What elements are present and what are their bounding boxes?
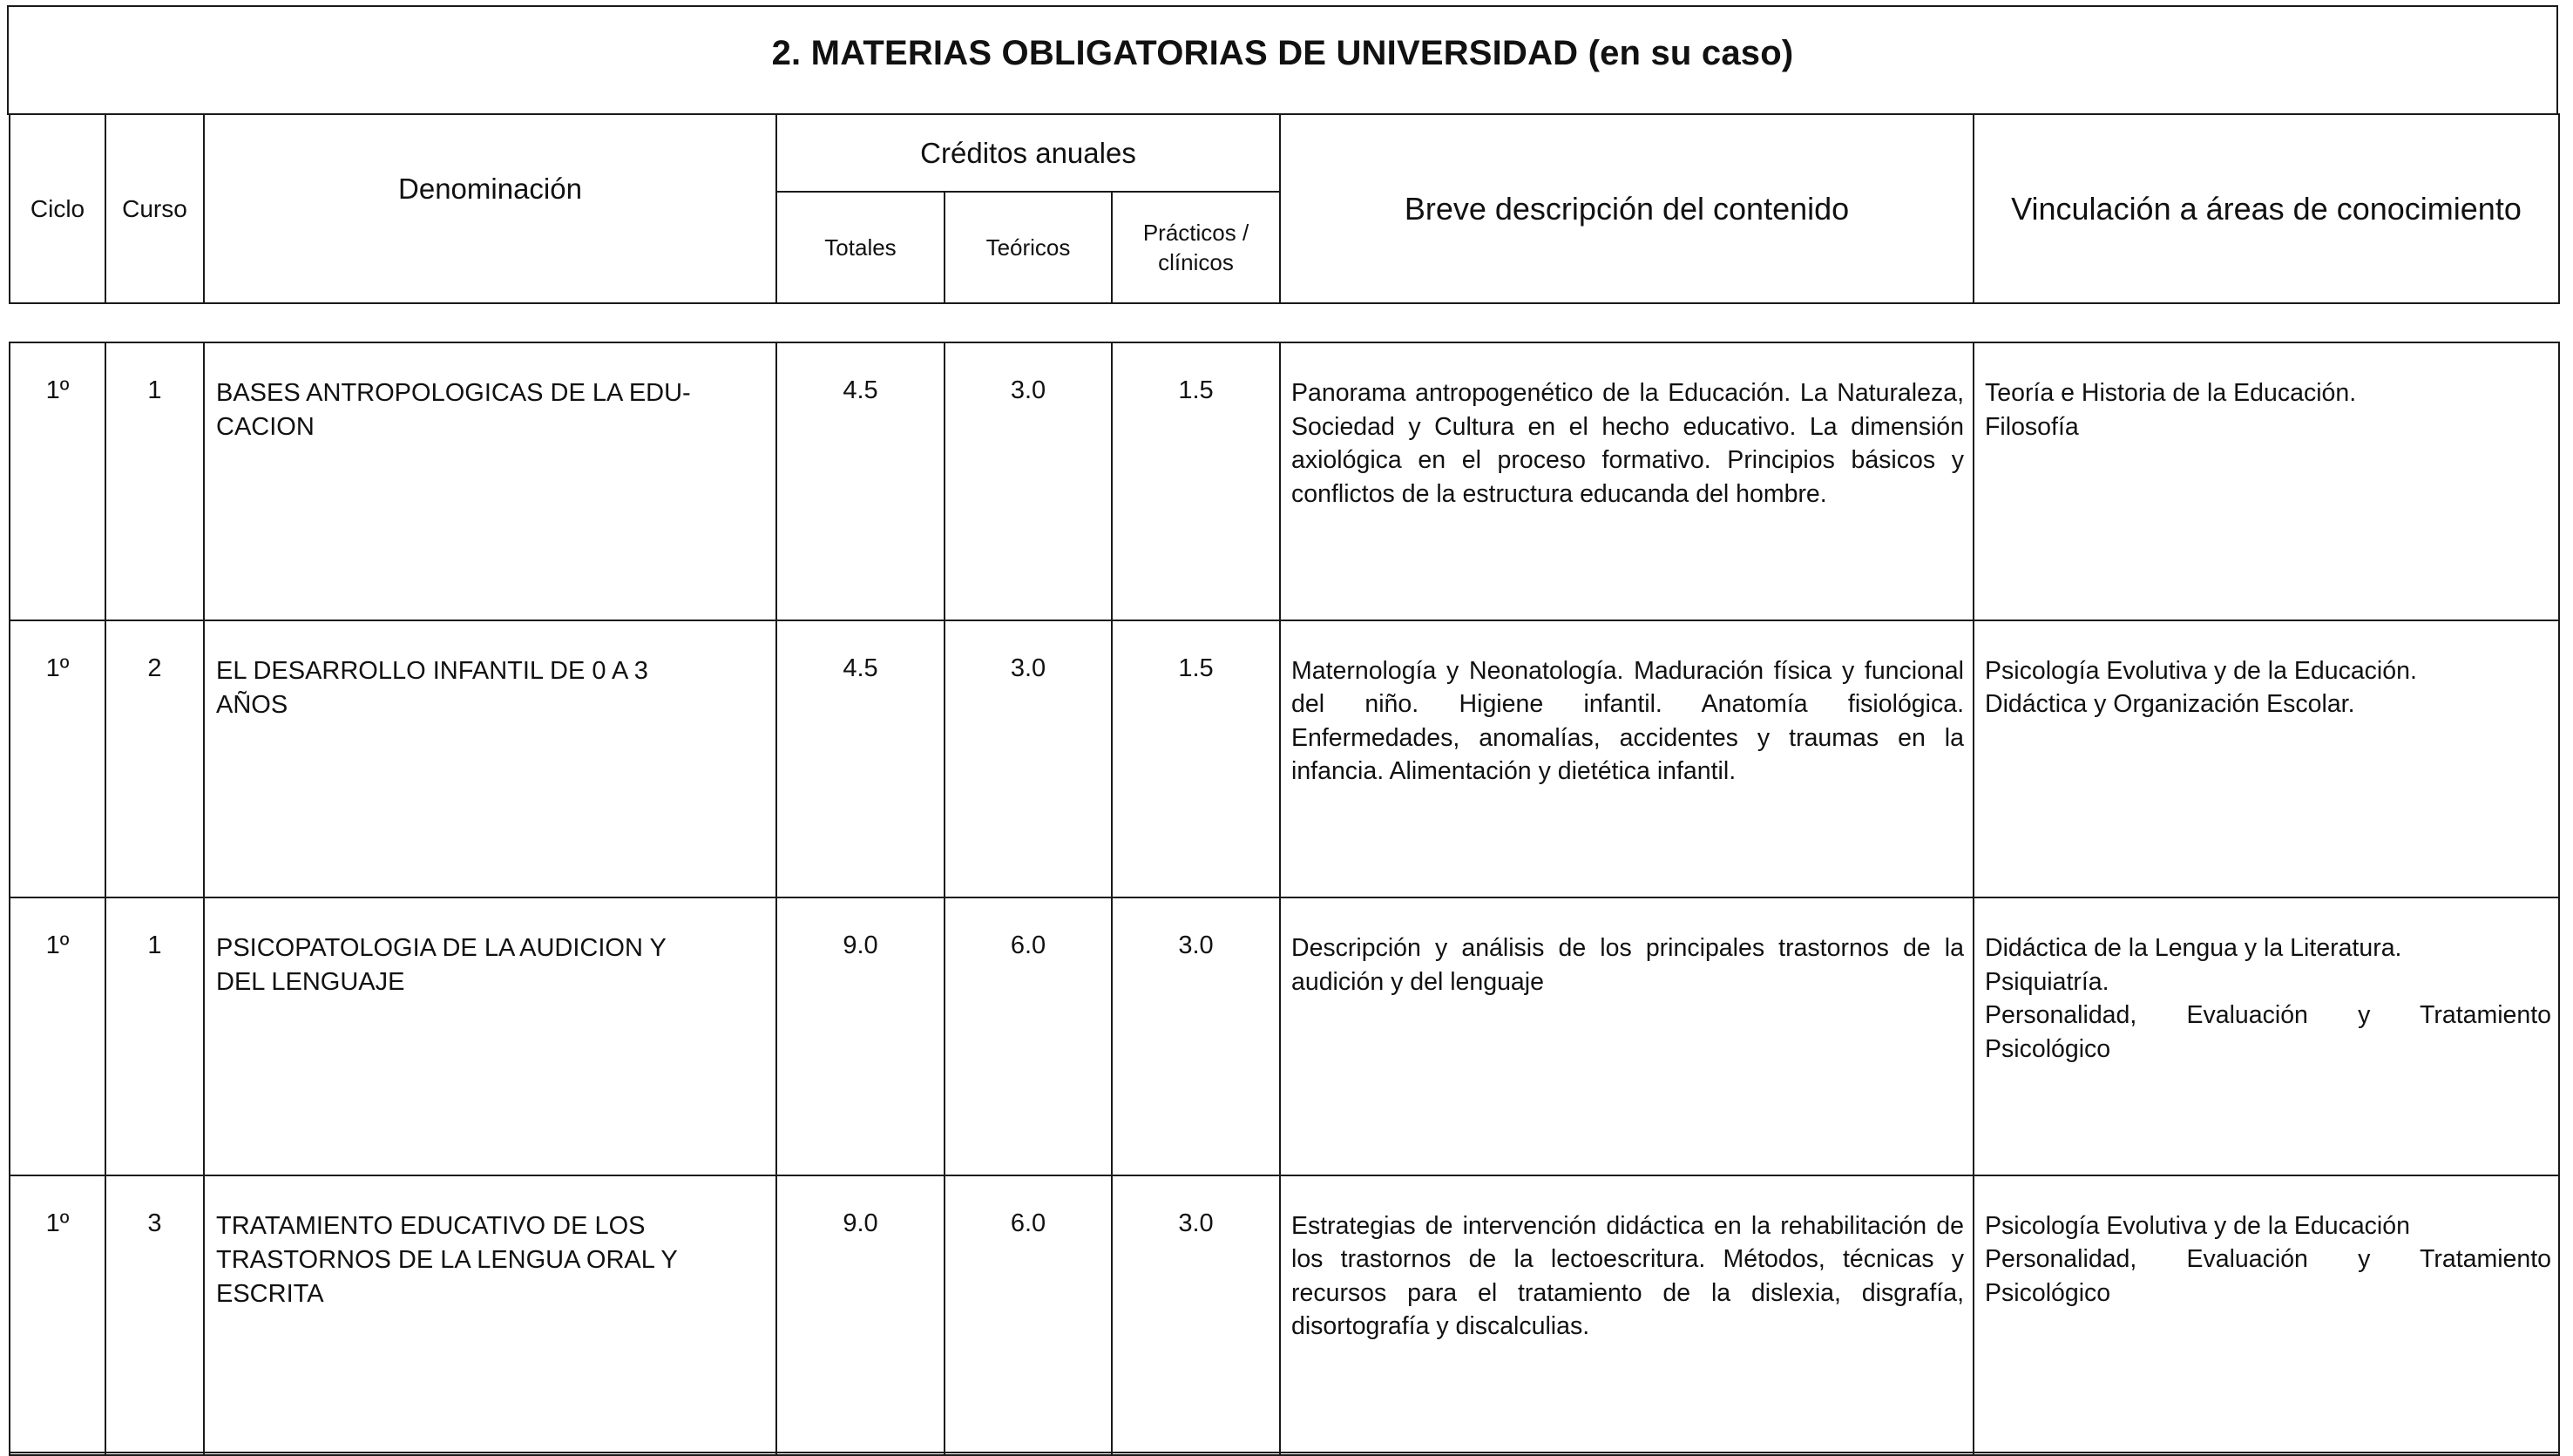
cell-vinculacion <box>1974 1175 2559 1453</box>
denominacion-line: CACION <box>216 413 315 441</box>
cell-practicos: 1.5 <box>1112 342 1280 620</box>
denominacion-line: TRASTORNOS DE LA LENGUA ORAL Y <box>216 1245 678 1274</box>
table-row <box>10 342 2559 620</box>
cell-denominacion <box>204 897 776 1175</box>
header-creditos-anuales: Créditos anuales <box>776 114 1280 192</box>
cell-descripcion: Panorama antropogenético de la Educación. La Naturaleza, Sociedad y Cultura en el hecho educativo. La dimensión axiológica en el proceso formativo. Principios básicos y conflictos de la estructura educanda del hombre. <box>1280 342 1974 620</box>
empty-cell <box>1974 1453 2559 1455</box>
cell-teoricos: 6.0 <box>945 897 1112 1175</box>
cell-totales: 4.5 <box>776 342 945 620</box>
cell-ciclo: 1º <box>10 342 105 620</box>
empty-cell <box>945 1453 1112 1455</box>
empty-cell <box>10 1453 105 1455</box>
cell-practicos: 3.0 <box>1112 897 1280 1175</box>
cell-descripcion: Descripción y análisis de los principales trastornos de la audición y del lenguaje <box>1280 897 1974 1175</box>
cell-totales: 9.0 <box>776 1175 945 1453</box>
cell-curso: 1 <box>105 342 204 620</box>
cell-vinculacion <box>1974 897 2559 1175</box>
cell-practicos: 1.5 <box>1112 620 1280 898</box>
cell-ciclo: 1º <box>10 620 105 898</box>
cell-teoricos: 6.0 <box>945 1175 1112 1453</box>
cell-practicos: 3.0 <box>1112 1175 1280 1453</box>
header-descripcion: Breve descripción del contenido <box>1280 114 1974 303</box>
header-totales: Totales <box>776 192 945 303</box>
denominacion-line: ESCRITA <box>216 1279 324 1308</box>
vinculacion-line: Personalidad, Evaluación y Tratamiento Psicológico <box>1985 1001 2551 1063</box>
empty-cell <box>1112 1453 1280 1455</box>
header-denominacion: Denominación <box>204 114 776 303</box>
cell-denominacion <box>204 620 776 898</box>
vinculacion-line: Filosofía <box>1985 412 2079 441</box>
table-row <box>10 897 2559 1175</box>
header-practicos-line1: Prácticos / <box>1142 220 1249 246</box>
table-row <box>10 1175 2559 1453</box>
header-practicos <box>1112 192 1280 303</box>
empty-cell <box>776 1453 945 1455</box>
cell-curso: 1 <box>105 897 204 1175</box>
cell-descripcion: Maternología y Neonatología. Maduración física y funcional del niño. Higiene infantil. Anatomía fisiológica. Enfermedades, anomalías, accidentes y traumas en la infancia. Alimentación y dietética infantil. <box>1280 620 1974 898</box>
cell-curso: 2 <box>105 620 204 898</box>
cell-denominacion <box>204 1175 776 1453</box>
header-ciclo: Ciclo <box>10 114 105 303</box>
cell-totales: 9.0 <box>776 897 945 1175</box>
vinculacion-line: Psiquiatría. <box>1985 967 2109 996</box>
cell-ciclo: 1º <box>10 897 105 1175</box>
cell-descripcion: Estrategias de intervención didáctica en la rehabilitación de los trastornos de la lectoescritura. Métodos, técnicas y recursos para el tratamiento de la dislexia, disgrafía, disortografía y discalculias. <box>1280 1175 1974 1453</box>
cell-teoricos: 3.0 <box>945 620 1112 898</box>
table-row <box>10 620 2559 898</box>
header-practicos-line2: clínicos <box>1158 249 1234 275</box>
cell-totales: 4.5 <box>776 620 945 898</box>
header-curso: Curso <box>105 114 204 303</box>
cell-curso: 3 <box>105 1175 204 1453</box>
denominacion-line: AÑOS <box>216 690 288 719</box>
header-teoricos: Teóricos <box>945 192 1112 303</box>
denominacion-line: TRATAMIENTO EDUCATIVO DE LOS <box>216 1211 646 1240</box>
empty-cell <box>1280 1453 1974 1455</box>
cell-ciclo: 1º <box>10 1175 105 1453</box>
vinculacion-line: Teoría e Historia de la Educación. <box>1985 379 2357 407</box>
denominacion-line: PSICOPATOLOGIA DE LA AUDICION Y <box>216 934 667 963</box>
empty-cell <box>204 1453 776 1455</box>
denominacion-line: BASES ANTROPOLOGICAS DE LA EDU- <box>216 379 691 407</box>
vinculacion-line: Personalidad, Evaluación y Tratamiento Psicológico <box>1985 1245 2551 1307</box>
cell-denominacion <box>204 342 776 620</box>
vinculacion-line: Didáctica y Organización Escolar. <box>1985 690 2355 719</box>
vinculacion-line: Didáctica de la Lengua y la Literatura. <box>1985 934 2402 963</box>
page-title: 2. MATERIAS OBLIGATORIAS DE UNIVERSIDAD (en su caso) <box>771 33 1794 72</box>
title-box <box>7 5 2558 115</box>
empty-row <box>10 1453 2559 1455</box>
cell-teoricos: 3.0 <box>945 342 1112 620</box>
vinculacion-line: Psicología Evolutiva y de la Educación. <box>1985 656 2417 685</box>
header-vinculacion: Vinculación a áreas de conocimiento <box>1974 114 2559 303</box>
denominacion-line: DEL LENGUAJE <box>216 968 405 997</box>
header-table <box>9 113 2560 304</box>
cell-vinculacion <box>1974 620 2559 898</box>
empty-cell <box>105 1453 204 1455</box>
vinculacion-line: Psicología Evolutiva y de la Educación <box>1985 1211 2410 1240</box>
subjects-table <box>9 342 2560 1456</box>
denominacion-line: EL DESARROLLO INFANTIL DE 0 A 3 <box>216 656 648 685</box>
cell-vinculacion <box>1974 342 2559 620</box>
